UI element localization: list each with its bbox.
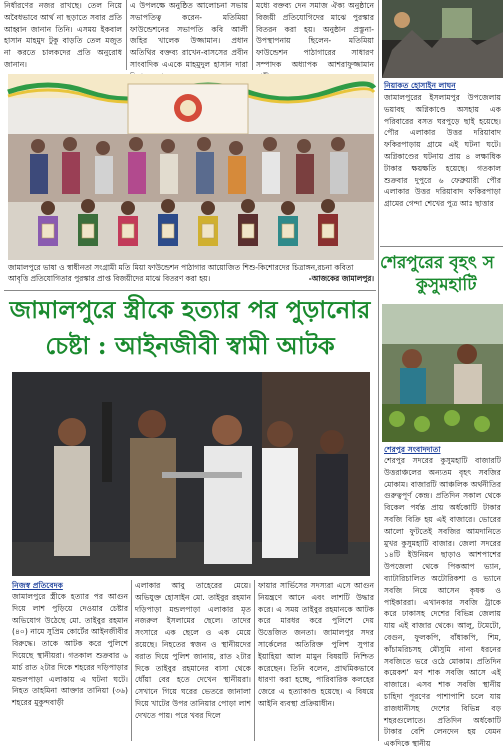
article-col-1-text: জামালপুরে স্ত্রীকে হত্যার পর আগুন দিয়ে লাশ পুড়িয়ে দেওয়ার চেষ্টার অভিযোগ উঠেছে মো. তাইবুর রহমান (৪০) নামে সুপ্রিম কোর্টের আইনজীবীর বিরুদ্ধে। তাকে আটক করে পুলিশে দিয়েছে স্থানীয়রা। গতকাল শুক্রবার ৬ মার্চ রাত ২টার দিকে শহরের দড়িপাড়ার মন্ডলপাড়া এলাকায় এ ঘটনা ঘটে। নিহত তাহমিনা আক্তার তানিয়া (৩৬) শহরের মুকুন্দবাড়ী: [12, 592, 128, 708]
right-market-text: শেরপুর সদরের কুসুমহাটি বাজারটি উত্তরাঞ্চলের অন্যতম বৃহৎ সবজির মোকাম। বাজারটি আঞ্চলিক অর্থনীতির গুরুত্বপূর্ণ কেন্দ্র। প্রতিদিন সকাল থেকে বিকেল পর্যন্ত প্রায় অর্ধকোটি টাকার সবজি বিক্রি হয় এই বাজারে। ভোরের আলো ফুটতেই সবজির আমদানিতে মুখর কুসুমহাটি বাজার। জেলা সদরের ১৪টি ইউনিয়ন ছাড়াও আশপাশের উপজেলা থেকে পিকআপ ভ্যান, ব্যাটারিচালিত অটোরিকশা ও ভ্যানে সবজি নিয়ে আসেন কৃষক ও পাইকাররা। এখানকার সবজি ট্রাকে করে ঢাকাসহ দেশের বিভিন্ন জেলায় যায় এই বাজার থেকে। আলু, টমেটো, বেগুন, ফুলকপি, বাঁধাকপি, শিম, কাঁচামরিচসহ মৌসুমি নানা ধরনের সবজিতে ভরে ওঠে মোকাম। প্রতিদিন কয়েকশ' মণ শাক সবজি আসে এই বাজারে। এসব শাক সবজি স্থানীয় চাহিদা পূরণের পাশাপাশি চলে যায় রাজধানীসহ দেশের বিভিন্ন বড় শহরগুলোতে। প্রতিদিন অর্ধকোটি টাকার বেশি লেনদেন হয় যেমন একদিকে স্থানীয়: [384, 456, 501, 749]
right-headline: [380, 252, 503, 302]
top-col-3-text: মধ্যে বক্তব্য দেন সমাজ ঐক্য অনুষ্ঠানে বিজয়ী প্রতিযোগিদের মাঝে পুরস্কার বিতরন করা হয়। অনুষ্ঠান প্রস্তুনা-উপস্থাপনায় ছিলেন- মতিমিয়া ফাউন্ডেশন পাঠাগারের সাধারণ সম্পাদক অধ্যাপক আশরাফুজ্জামান: [256, 1, 374, 69]
main-headline-line2: চেষ্টা : আইনজীবী স্বামী আটক: [45, 331, 335, 360]
right-byline: নিয়াকত হোসাইন লাঘন: [384, 81, 456, 90]
photo-credit: -আজকের জামালপুর।: [308, 274, 374, 283]
top-col-2-text: এ উপলক্ষে অনুষ্ঠিত আলোচনা সভায় সভাপতিত্ব করেন- মতিমিয়া ফাউন্ডেশনের সভাপতি কবি আলী জহির খালেক উজ্জামান। প্রধান অতিথির বক্তব্য রাখেন-বাসসের প্রবীন সাংবাদিক এএকে মাহমুদুল হাসান দারা: [130, 1, 248, 69]
divider: [380, 246, 503, 247]
top-group-photo: [8, 74, 374, 260]
article-col-2: [135, 580, 251, 739]
article-col-3-text: ফায়ার সার্ভিসের সদস্যরা এসে আগুন নিয়ন্ত্রণে আনে এবং লাশটি উদ্ধার করে। এ সময় তাইবুর রহমানকে আটক করে মারধর করে পুলিশে দেয় উত্তেজিত জনতা। জামালপুর সদর সার্কেলের অতিরিক্ত পুলিশ সুপার ইয়াহিয়া আল মামুন বিষয়টি নিশ্চিত করেছেন। তিনি বলেন, প্রাথমিকভাবে ধারণা করা হচ্ছে, পারিবারিক কলহের জেরে এ হত্যাকাণ্ড হয়েছে। এ বিষয়ে আইনি ব্যবস্থা প্রক্রিয়াধীন।: [258, 581, 374, 708]
article-col-2-text: এলাকার আবু তাহেরের মেয়ে। অভিযুক্ত হোসাইন মো. তাইবুর রহমান দড়িপাড়া মন্ডলপাড়া এলাকার মৃত নজরুল ইসলামের ছেলে। তাদের সংসারে এক ছেলে ও এক মেয়ে রয়েছে। নিহতের স্বজন ও স্থানীয়দের বরাত দিয়ে পুলিশ জানায়, রাত ২টার দিকে তাইবুর রহমানের বাসা থেকে ধোঁয়া বের হতে দেখেন স্থানীয়রা। সেখানে গিয়ে ঘরের ভেতরে জানালা দিয়ে খাটের উপর তানিয়ার পোড়া লাশ দেখতে পায়। পরে খবর দিলে: [135, 581, 251, 720]
divider: [126, 0, 127, 70]
caption-text: জামালপুরে ভাষা ও স্বাধীনতা সংগ্রামী মতি মিয়া ফাউন্ডেশন পাঠাগার আয়োজিত শিশু-কিশোরদের চিত্রাঙ্গন,রচনা কবিতা আবৃত্তি প্রতিযোগিতার পুরস্কার প্রাপ্ত বিজয়ীদের মাঝে বিতরণ করা হয়।: [8, 263, 354, 283]
top-col-2: [130, 0, 248, 70]
right-headline-line1: শেরপুরের বৃহৎ স: [380, 253, 494, 273]
main-headline: [4, 292, 376, 368]
arrest-photo: [12, 372, 370, 576]
article-col-1: [12, 591, 128, 739]
divider: [131, 580, 132, 741]
main-headline-line1: জামালপুরে স্ত্রীকে হত্যার পর পুড়ানোর: [9, 295, 371, 324]
article-byline: নিজস্ব প্রতিবেদক: [12, 581, 63, 590]
right-headline-line2: কুসুমহাটি: [416, 275, 477, 295]
vegetable-market-photo: [382, 304, 503, 442]
fire-photo: [382, 0, 503, 78]
top-photo-caption: [8, 262, 374, 288]
divider: [252, 0, 253, 70]
right-byline-2: শেরপুর সংবাদদাতা: [384, 445, 441, 454]
right-fire-text: জামালপুরের ইসলামপুর উপজেলায় ভয়াবহ অগ্নিকাণ্ডে অসহায় এক পরিবারের বসত ঘরপুড়ে ছাই হয়েছে। পৌর এলাকার উত্তর দরিয়াবাদ ফকিরপাড়ায় গ্রামে এই ঘটনা ঘটে। অগ্নিকাণ্ডের ঘটনায় প্রায় ৪ লক্ষাধিক টাকার ক্ষয়ক্ষতি হয়েছে। গতকাল শুক্রবার দুপুরে ৬ ফেব্রুয়ারী পৌর এলাকার উত্তর দরিয়াবাদ ফকিরপাড়া গ্রামের গেন্দা শেখের পুত্র আঃ ছাত্তার: [384, 93, 501, 209]
right-market-body: [384, 455, 501, 749]
divider: [254, 580, 255, 741]
article-col-3: [258, 580, 374, 739]
top-col-3: [256, 0, 374, 70]
right-fire-body: [384, 92, 501, 242]
top-col-1: [4, 0, 122, 70]
divider: [4, 290, 376, 291]
divider: [378, 0, 379, 741]
top-col-1-text: নির্ধারণের নজর রাখছে। তেল নিয়ে অবৈধভাবে আর্থ না ছড়াতে সবার প্রতি আহ্বান জানান তিনি। এসময় ইকবাল হাসান মাহমুদ টুকু বাড়তি তেল মজুত না করতে চালকদের প্রতি অনুরোধ জানান।: [4, 1, 122, 69]
